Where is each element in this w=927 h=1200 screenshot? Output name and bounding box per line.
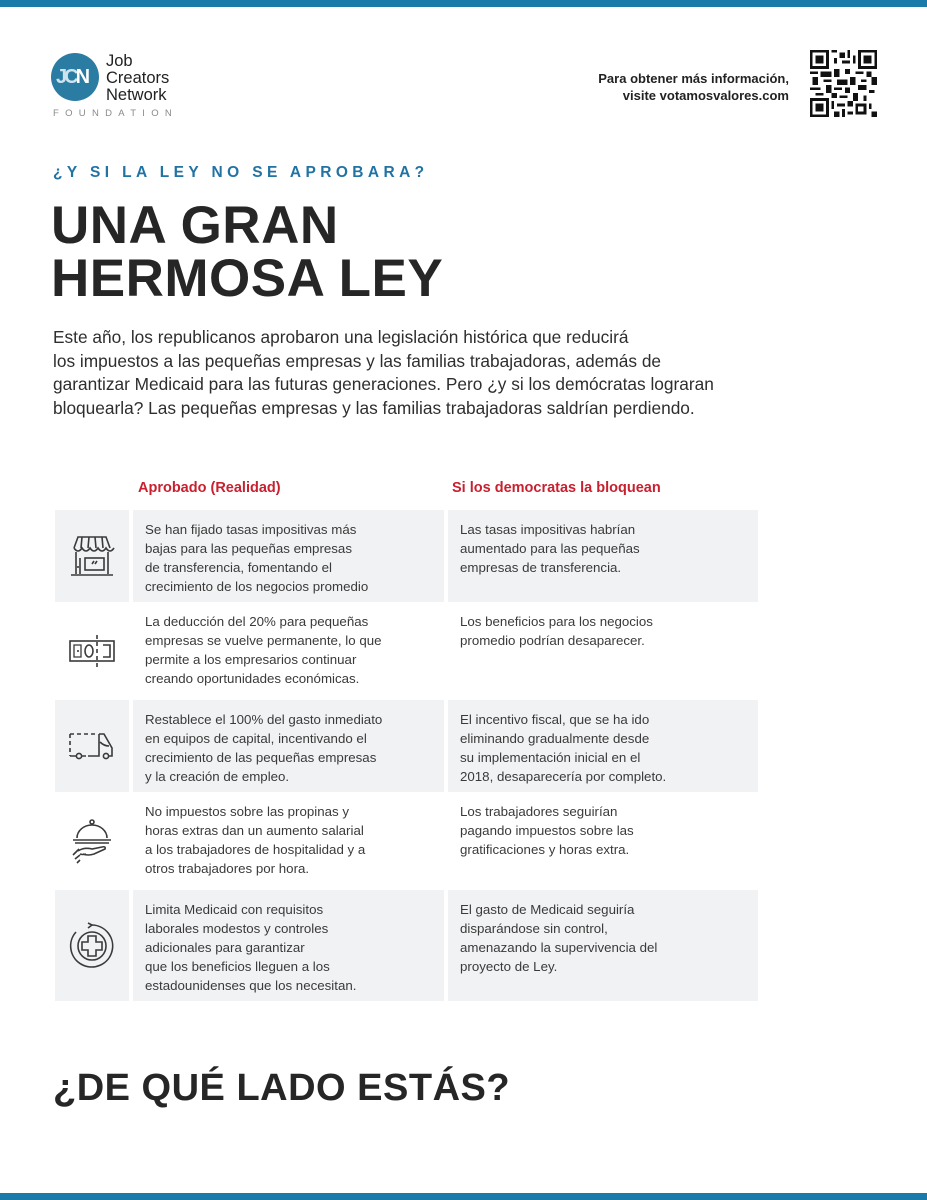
logo-monogram-letter: J xyxy=(56,66,65,88)
column-header-blocked: Si los democratas la bloquean xyxy=(452,480,661,496)
logo-monogram-letter: C xyxy=(64,66,76,88)
logo-name-line: Creators xyxy=(106,69,170,87)
table-row xyxy=(55,510,758,602)
blocked-text: Los beneficios para los negocios promedio podrían desaparecer. xyxy=(460,614,653,648)
column-header-approved: Aprobado (Realidad) xyxy=(138,480,281,496)
comparison-table xyxy=(55,510,758,1001)
jcn-foundation-logo xyxy=(51,53,211,123)
approved-cell xyxy=(133,890,444,1001)
storefront-icon xyxy=(68,534,116,578)
row-icon-cell xyxy=(55,700,129,792)
serving-cloche-hand-icon xyxy=(68,817,116,865)
table-row xyxy=(55,700,758,792)
logo-monogram-letter: N xyxy=(75,66,88,88)
intro-paragraph: Este año, los republicanos aprobaron una legislación histórica que reducirá los impuestos a las pequeñas empresas y las familias trabajadoras, además de garantizar Medicaid para las futuras generaciones. Pero ¿y si los demócratas lograran bloquearla? Las pequeñas empresas y las familias trabajadoras saldrían perdiendo. xyxy=(53,327,714,418)
logo-name xyxy=(106,53,169,104)
approved-cell xyxy=(133,602,444,700)
info-line-1: Para obtener más información, xyxy=(598,71,789,86)
more-info-text xyxy=(598,70,789,104)
row-icon-cell xyxy=(55,792,129,890)
logo-name-line: Job xyxy=(106,52,133,70)
approved-text: Restablece el 100% del gasto inmediato en equipos de capital, incentivando el crecimiento de las pequeñas empresas y la creación de empleo. xyxy=(145,712,383,784)
blocked-text: El gasto de Medicaid seguiría disparándose sin control, amenazando la supervivencia del proyecto de Ley. xyxy=(460,902,658,974)
blocked-cell xyxy=(448,890,758,1001)
approved-text: No impuestos sobre las propinas y horas extras dan un aumento salarial a los trabajadores de hospitalidad y a otros trabajadores por hora. xyxy=(145,804,366,876)
row-icon-cell xyxy=(55,510,129,602)
row-icon-cell xyxy=(55,890,129,1001)
bottom-accent-bar xyxy=(0,1193,927,1200)
medical-cross-cycle-icon xyxy=(68,922,116,970)
approved-cell xyxy=(133,792,444,890)
row-icon-cell xyxy=(55,602,129,700)
logo-foundation: FOUNDATION xyxy=(53,108,179,119)
table-row xyxy=(55,792,758,890)
blocked-text: El incentivo fiscal, que se ha ido eliminando gradualmente desde su implementación inicial en el 2018, desaparecería por completo. xyxy=(460,712,667,784)
kicker-heading: ¿Y SI LA LEY NO SE APROBARA? xyxy=(53,164,429,181)
blocked-cell xyxy=(448,602,758,700)
blocked-cell xyxy=(448,792,758,890)
page-title xyxy=(51,196,444,308)
website-link[interactable]: visite votamosvalores.com xyxy=(622,88,789,103)
closing-heading: ¿DE QUÉ LADO ESTÁS? xyxy=(53,1067,511,1109)
top-accent-bar xyxy=(0,0,927,7)
approved-text: Se han fijado tasas impositivas más bajas para las pequeñas empresas de transferencia, fomentando el crecimiento de los negocios promedio xyxy=(145,522,369,594)
delivery-van-icon xyxy=(68,730,116,762)
approved-text: Limita Medicaid con requisitos laborales modestos y controles adicionales para garantizar que los beneficios lleguen a los estadounidenses que los necesitan. xyxy=(145,902,357,993)
table-row xyxy=(55,890,758,1001)
blocked-cell xyxy=(448,700,758,792)
logo-monogram xyxy=(56,67,96,87)
approved-cell xyxy=(133,700,444,792)
logo-name-line: Network xyxy=(106,86,167,104)
title-line-2: HERMOSA LEY xyxy=(51,249,444,308)
table-row xyxy=(55,602,758,700)
approved-text: La deducción del 20% para pequeñas empresas se vuelve permanente, lo que permite a los empresarios continuar creando oportunidades económicas. xyxy=(145,614,382,686)
blocked-text: Las tasas impositivas habrían aumentado para las pequeñas empresas de transferencia. xyxy=(460,522,640,575)
qr-code-icon[interactable] xyxy=(810,50,877,117)
title-line-1: UNA GRAN xyxy=(51,196,339,255)
blocked-text: Los trabajadores seguirían pagando impuestos sobre las gratificaciones y horas extra. xyxy=(460,804,634,857)
blocked-cell xyxy=(448,510,758,602)
banknote-icon xyxy=(68,634,116,668)
approved-cell xyxy=(133,510,444,602)
